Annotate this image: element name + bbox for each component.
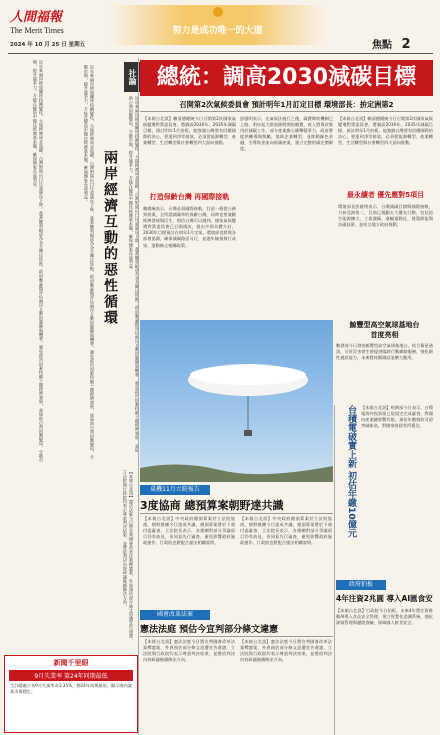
mid-rule [140,513,333,514]
right-text: 【本報台北訊】行政院今日拍板，未來4年將注資推動AI導入食品安全管理，建立智慧化追溯系統，強化源頭管理與邊境查驗，保障國人飲食安全。 [336,608,433,626]
col-c-text: 環境部長彭啟明表示，台灣減碳目標與國際接軌，力拚亞洲第二，目前已規劃五大優先行動，包括再生能源擴大、工業減碳、運輸電動化、建築節能與負碳技術，並結合地方政府推動。 [338,204,433,228]
headline-text: 總統：調高2030減碳目標 [156,65,417,90]
right-banner: 政府拍板 [336,580,386,590]
editorial-title: 兩岸經濟互動的惡性循環 [102,150,118,326]
subheadline-rule [140,111,433,112]
policy-headline: 憲法法庭 預估今宣判部分條文違憲 [140,625,279,635]
masthead [0,0,440,58]
editorial-label: 社論 [124,62,140,92]
col-c-lead: 【本報台北訊】賴清德總統今日召開第2次國家氣候變遷對策委員會，將調高2030年、2035年減碳目標，預計明年1月拍板。他強調台灣要有回饋國際的決心，要達到淨零排放，必須從能源轉型、產業轉型、生活轉型與社會轉型四大面向推動。 [338,116,433,146]
divider-left [138,58,139,735]
section-label [372,36,411,52]
policy-text-a: 【本報台北訊】憲法法庭今日將宣判國會改革法案釋憲案，外界預估部分條文恐遭宣告違憲，立法院與行政院均表示尊重判決結果，並將依判決內容研議後續修法方向。 [143,639,235,663]
left-column-text: 近年來兩岸經貿關係持續變化，大陸經濟成長放緩，台灣對陸出口比重逐年下降，產業鏈重組成為各方關注焦點。政府應審慎評估兩岸互動的風險與機會，避免政治因素持續干擾經濟發展，並協助台商因應變局，分散市場，提升競爭力，方能在變局中穩住經濟基本盤，確保國家長遠利益。 [32,60,44,463]
lead-text: 【本報台北訊】賴清德總統今日召開第2次國家氣候變遷對策委員會，將調高2030年、2035年減碳目標，預計明年1月拍板。他強調台灣要有回饋國際的決心，要達到淨零排放，必須從能源轉型、產業轉型、生活轉型與社會轉型四大面向推動。 [143,116,236,146]
logo [10,6,64,35]
headline [140,60,433,96]
policy-text-b: 【本報台北訊】憲法法庭今日將宣判國會改革法案釋憲案，外界預估部分條文恐遭宣告違憲，立法院與行政院均表示尊重判決結果，並將依判決內容研議後續修法方向。 [240,639,332,663]
col-b-text: 彭啟明表示，在氣候法施行之後，碳費徵收機制已上路，明年起大排放源將開始繳費，收入將專款專用於減碳工作。部分產業擔心衝擊競爭力，政府將提供輔導與獎勵，協助企業轉型，並推動綠色金融，引導資金流向低碳產業，建立完整的碳定價制度。 [240,116,333,152]
article-col-b [240,116,333,316]
news-box-title: 新聞千里眼 [53,659,89,667]
photo-caption-text: 數發部今日發表鯨豐型高空氣球基地台，結合衛星通訊，可於災害發生時提供臨時行動網路服務，強化韌性通訊能力，未來將持續測試並擴大應用。 [336,343,433,361]
left-lower-text: 【本報台北訊】憲法法庭今日將宣判國會改革法案釋憲案，外界預估部分條文恐遭宣告違憲，立法院與行政院均表示尊重判決結果，並將依判決內容研議後續修法方向。 [122,470,134,642]
photo-caption-head: 鯨豐型高空氣球基地台 [349,321,420,329]
photo-caption-title: 首度亮相 [370,331,399,339]
sun-icon [213,7,223,17]
balloon-photo [140,320,333,482]
mid-headline: 3度協商 總預算案朝野達共識 [140,499,284,512]
side-vertical-title: 台積電破實上新 初估年繳10億元 [346,405,356,538]
news-box-text: 主計總處公布9月失業率為3.35%，創24年同期最低，顯示國內就業市場穩定。 [10,683,132,695]
mid-text-a: 【本報台北訊】中央政府總預算案於立法院協商，朝野黨團今日達成共識，總預算案將於下週付委審查，立法院長表示，各黨團對部分爭議項目仍有歧見，但同意先行審查，避免影響政府施政運作，行政院也將配合提出相關說明。 [143,516,235,546]
issue-date: 2024 年 10 月 25 日 星期五 [10,42,86,48]
section-name: 焦點 [372,40,392,51]
policy-banner: 國會改革法案 [140,610,210,620]
editorial-body-2: 近年來兩岸經貿關係持續變化，大陸經濟成長放緩，台灣對陸出口比重逐年下降，產業鏈重組成為各方關注焦點。政府應審慎評估兩岸互動的風險與機會，避免政治因素持續干擾經濟發展，並協助台商因應變局，分散市場，提升競爭力，方能在變局中穩住經濟基本盤，確保國家長遠利益。 [83,65,95,459]
mid-banner: 桌機11月立院報告 [140,485,210,495]
editorial-block [45,60,140,465]
col-a-subhead: 打造保齡台灣 再國際接軌 [149,193,230,201]
side-feature [336,405,433,575]
divider-right [334,405,335,735]
side-text: 【本報台北訊】經濟部今日表示，台積電海外投資案已依規定完成審查，對國內產業鏈影響有限，預估年繳稅收可望突破新高，對國家財政有所挹注。 [361,405,433,429]
slogan-text: 努力是成功唯一的大道 [172,26,263,36]
subheadline: 召開第2次氣候委員會 預計明年1月訂定目標 環境部長：拚定洲第2 [179,100,394,109]
balloon-illustration [140,320,333,482]
logo-cn: 人間福報 [10,10,63,25]
article-col-c [338,116,433,316]
news-box [4,655,138,733]
editorial-body: 助台商因應變局，分散市場，提升競爭力，方能在變局中穩住經濟基本盤，確保國家長遠利益。 [128,96,134,272]
col-a-text: 賴總統表示，台灣必須國際接軌，打造一個從公務到商業，全所謂調碳率的保齡台灣，同時也要兼顧經濟發展與民生，相信台灣可以做到。國家氣候變遷對策委員會已召開兩次，提出多項具體方針，2030年目標預計在明年1月定案。環境部也將與各部會協調，確保減碳路徑可行，並逐年檢視執行成果，滾動修正相關政策。 [143,206,236,248]
col-c-subhead: 最永續者 優先應對5項目 [346,191,425,199]
masthead-rule [8,53,433,54]
slogan-banner [110,5,325,45]
page-number: 2 [401,37,411,52]
policy-rule [140,636,333,637]
article-col-a [143,116,236,316]
news-box-subtitle: 9月失業率 第24年同期最低 [9,670,133,681]
right-headline: 4年注資2兆圓 導入AI匯食安 [336,594,433,603]
logo-en: The Merit Times [10,26,64,35]
mid-text-b: 【本報台北訊】中央政府總預算案於立法院協商，朝野黨團今日達成共識，總預算案將於下週付委審查，立法院長表示，各黨團對部分爭議項目仍有歧見，但同意先行審查，避免影響政府施政運作，行政院也將配合提出相關說明。 [240,516,332,546]
